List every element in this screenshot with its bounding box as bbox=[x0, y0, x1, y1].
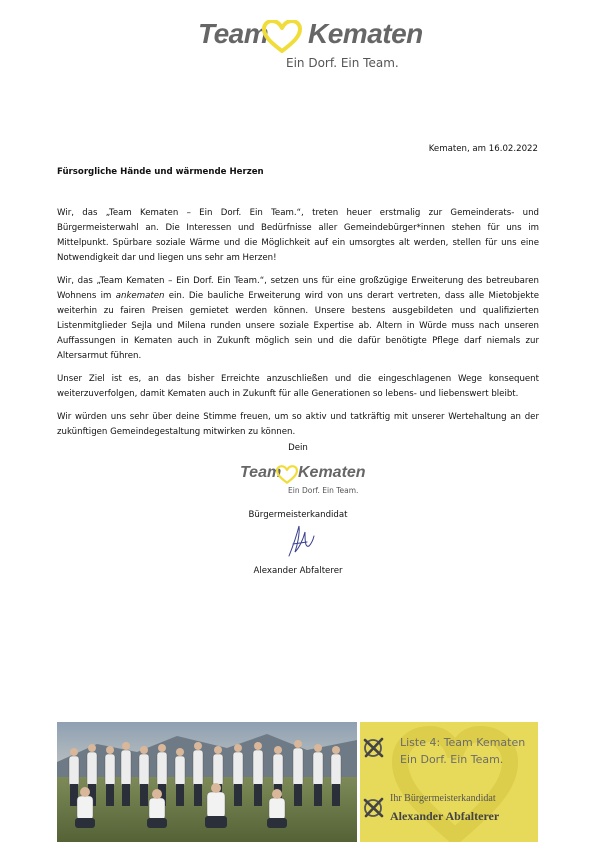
list-tagline: Ein Dorf. Ein Team. bbox=[400, 753, 504, 766]
logo-tagline: Ein Dorf. Ein Team. bbox=[286, 56, 399, 70]
paragraph-1: Wir, das „Team Kematen – Ein Dorf. Ein Team.“, treten heuer erstmalig zur Gemeinderats- und Bürgermeisterwahl an. Die Interessen und Bedürfnisse aller Gemeindebürger*innen stehen für uns im Mittelpunkt. Spürbare soziale Wärme und die Möglichkeit auf ein umsorgtes alt werden, stellen für uns eine Notwendigkeit dar und liegen uns sehr am Herzen! bbox=[57, 208, 539, 263]
signature-logo bbox=[240, 464, 366, 500]
team-photo bbox=[57, 722, 357, 842]
candidate-label: Ihr Bürgermeisterkandidat bbox=[390, 793, 496, 804]
ballot-cross-icon bbox=[362, 796, 386, 818]
letter-subject: Fürsorgliche Hände und wärmende Herzen bbox=[57, 167, 264, 177]
role-label: Bürgermeisterkandidat bbox=[248, 510, 348, 520]
heart-icon bbox=[276, 465, 298, 485]
signer-name: Alexander Abfalterer bbox=[253, 566, 343, 576]
emphasis-ankematen: ankematen bbox=[115, 291, 165, 301]
candidate-name: Alexander Abfalterer bbox=[390, 809, 500, 823]
logo-tagline: Ein Dorf. Ein Team. bbox=[288, 486, 359, 495]
handwritten-signature bbox=[283, 522, 317, 562]
heart-icon bbox=[262, 20, 302, 54]
letter-body bbox=[57, 206, 539, 448]
list-number: Liste 4: Team Kematen bbox=[400, 736, 526, 749]
logo-word-kematen: Kematen bbox=[308, 18, 423, 49]
letter-date: Kematen, am 16.02.2022 bbox=[428, 144, 538, 154]
logo-word-team: Team bbox=[198, 18, 269, 49]
paragraph-4: Wir würden uns sehr über deine Stimme freuen, um so aktiv und tatkräftig mit unserer Wertehaltung an der zukünftigen Gemeindegestaltung mitwirken zu können. bbox=[57, 412, 539, 437]
ballot-cross-icon bbox=[362, 736, 386, 758]
team-kematen-logo bbox=[198, 18, 423, 74]
paragraph-3: Unser Ziel ist es, an das bisher Erreichte anzuschließen und die eingeschlagenen Wege konsequent weiterzuverfolgen, damit Kematen auch in Zukunft für alle Generationen so lebens- und liebenswert bleibt. bbox=[57, 374, 539, 399]
logo-word-team: Team bbox=[240, 464, 282, 481]
election-banner bbox=[360, 722, 538, 842]
logo-word-kematen: Kematen bbox=[298, 464, 366, 481]
paragraph-2: Wir, das „Team Kematen – Ein Dorf. Ein Team.“, setzen uns für eine großzügige Erweiterung des betreubaren Wohnens im ankematen ein. Die bauliche Erweiterung wird von uns derart vertreten, dass alle Mietobjekte weiterhin zu fairen Preisen gemietet werden können. Unsere bestens ausgebildeten und qualifizierten Listenmitglieder Sejla und Milena runden unsere soziale Expertise ab. Altern in Würde muss nach unseren Auffassungen in Kematen auch in Zukunft möglich sein und die dafür benötigte Pflege darf niemals zur Altersarmut führen. bbox=[57, 276, 539, 361]
closing: Dein bbox=[288, 443, 308, 453]
